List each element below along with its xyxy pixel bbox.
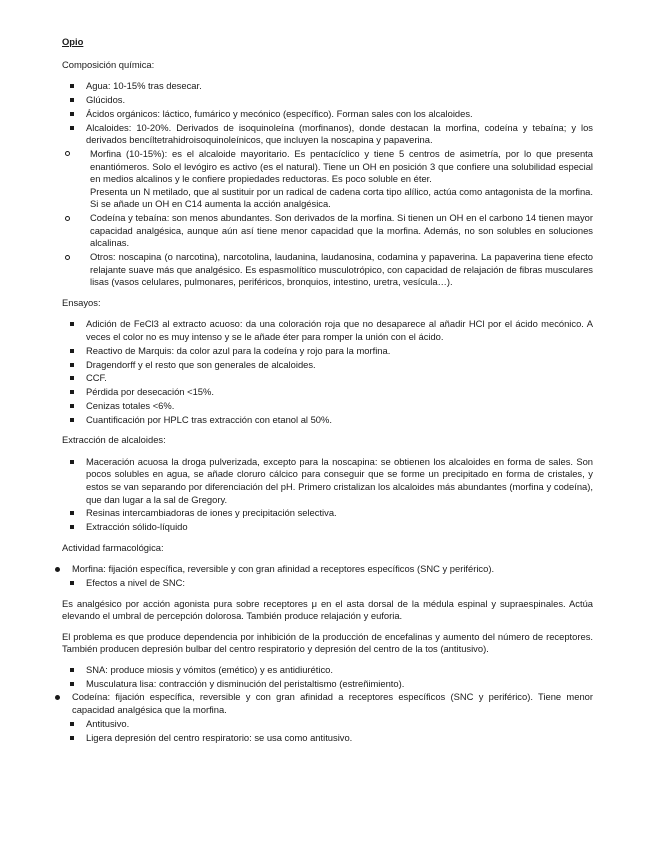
list-item: Extracción sólido-líquido — [62, 521, 593, 534]
list-item-codeina: Codeína: fijación específica, reversible y con gran afinidad a receptores específicos (SNC y periférico). Tiene menor capacidad analgésica que la morfina. — [54, 691, 593, 716]
list-item: Alcaloides: 10-20%. Derivados de isoquinoleína (morfinanos), donde destacan la morfina, codeína y tebaína; y los derivados bencíltetrahidroisoquinoleínicos, que incluyen la noscapina y papaverina. — [62, 122, 593, 147]
section-heading-ensayos: Ensayos: — [62, 296, 101, 308]
list-item: Musculatura lisa: contracción y disminución del peristaltismo (estreñimiento). — [62, 678, 593, 691]
list-item: Resinas intercambiadoras de iones y precipitación selectiva. — [62, 507, 593, 520]
sub-list-item-otros: Otros: noscapina (o narcotina), narcotolina, laudanina, laudanosina, codamina y papaverina. La papaverina tiene efecto relajante suave más que analgésico. Es espasmolítico musculotrópico, con capacidad de relajación de fibras musculares lisas (vasos celulares, pulmonares, periféricos, bronquios, intestino, uretra, vesícula…). — [62, 251, 593, 289]
extraccion-list — [62, 456, 593, 534]
list-item: Cenizas totales <6%. — [62, 400, 593, 413]
list-item-morfina: Morfina: fijación específica, reversible y con gran afinidad a receptores específicos (SNC y periférico). — [54, 563, 593, 576]
morfina-text: Morfina (10-15%): es el alcaloide mayoritario. Es pentacíclico y tiene 5 centros de asimetría, por lo que presenta enantiómeros. Solo el levógiro es activo (es el natural). Tiene un OH en posición 3 que confiere una solubilidad especial en medios alcalinos y le confiere propiedades reductoras. Es poco soluble en éter. — [90, 147, 593, 185]
list-item: Ligera depresión del centro respiratorio: se usa como antitusivo. — [62, 732, 593, 745]
document-title: Opio — [62, 36, 84, 47]
actividad-codeina-list — [62, 691, 593, 716]
sub-list-item-codeina-tebaina: Codeína y tebaína: son menos abundantes. Son derivados de la morfina. Si tienen un OH en el carbono 14 tienen mayor capacidad analgésica, aunque aún así tiene menor capacidad que la morfina. Además, no son solubles en soluciones alcalinas. — [62, 212, 593, 250]
list-item: Cuantificación por HPLC tras extracción con etanol al 50%. — [62, 414, 593, 427]
efectos-snc-list — [62, 577, 593, 590]
list-item: Reactivo de Marquis: da color azul para la codeína y rojo para la morfina. — [62, 345, 593, 358]
section-heading-extraccion: Extracción de alcaloides: — [62, 434, 166, 446]
list-item: CCF. — [62, 372, 593, 385]
list-item: Glúcidos. — [62, 94, 593, 107]
morfina-extra-text: Presenta un N metilado, que al sustituir por un radical de cadena corta tipo alílico, actúa como antagonista de la morfina. Si se añade un OH en C14 aumenta la acción analgésica. — [90, 185, 593, 210]
list-item: Agua: 10-15% tras desecar. — [62, 80, 593, 93]
ensayos-list — [62, 318, 593, 426]
sna-list — [62, 664, 593, 690]
paragraph-dependencia: El problema es que produce dependencia por inhibición de la producción de encefalinas y aumento del número de receptores. También producen depresión bulbar del centro respiratorio y depresión del centro de la tos (antitusivo). — [62, 630, 593, 655]
section-heading-actividad: Actividad farmacológica: — [62, 541, 164, 553]
list-item-efectos-snc: Efectos a nivel de SNC: — [62, 577, 593, 590]
sub-list-item-morfina — [62, 148, 593, 211]
section-heading-composicion: Composición química: — [62, 58, 155, 70]
composicion-list — [62, 80, 593, 289]
list-item: Adición de FeCl3 al extracto acuoso: da una coloración roja que no desaparece al añadir HCl por el ácido mecónico. A veces el color no es muy intenso y se le añade éter para romper la unión con el ácido. — [62, 318, 593, 343]
list-item: Antitusivo. — [62, 718, 593, 731]
list-item: Dragendorff y el resto que son generales de alcaloides. — [62, 359, 593, 372]
codeina-sub-list — [62, 718, 593, 744]
list-item: Ácidos orgánicos: láctico, fumárico y mecónico (específico). Forman sales con los alcaloides. — [62, 108, 593, 121]
list-item: SNA: produce miosis y vómitos (emético) y es antidiurético. — [62, 664, 593, 677]
actividad-morfina-list — [62, 563, 593, 576]
list-item: Pérdida por desecación <15%. — [62, 386, 593, 399]
list-item: Maceración acuosa la droga pulverizada, excepto para la noscapina: se obtienen los alcaloides en forma de sales. Son pocos solubles en agua, se añade cloruro cálcico para conseguir que se forme un precipitado en forma de cristales, y estos se van separando por diferenciación del pH. Primero cristalizan los alcaloides más abundantes (morfina y codeína), que dan lugar a la sal de Gregory. — [62, 456, 593, 506]
paragraph-analgesico: Es analgésico por acción agonista pura sobre receptores μ en el asta dorsal de la médula espinal y supraespinales. Actúa elevando el umbral de percepción dolorosa. También produce relajación y euforia. — [62, 597, 593, 622]
